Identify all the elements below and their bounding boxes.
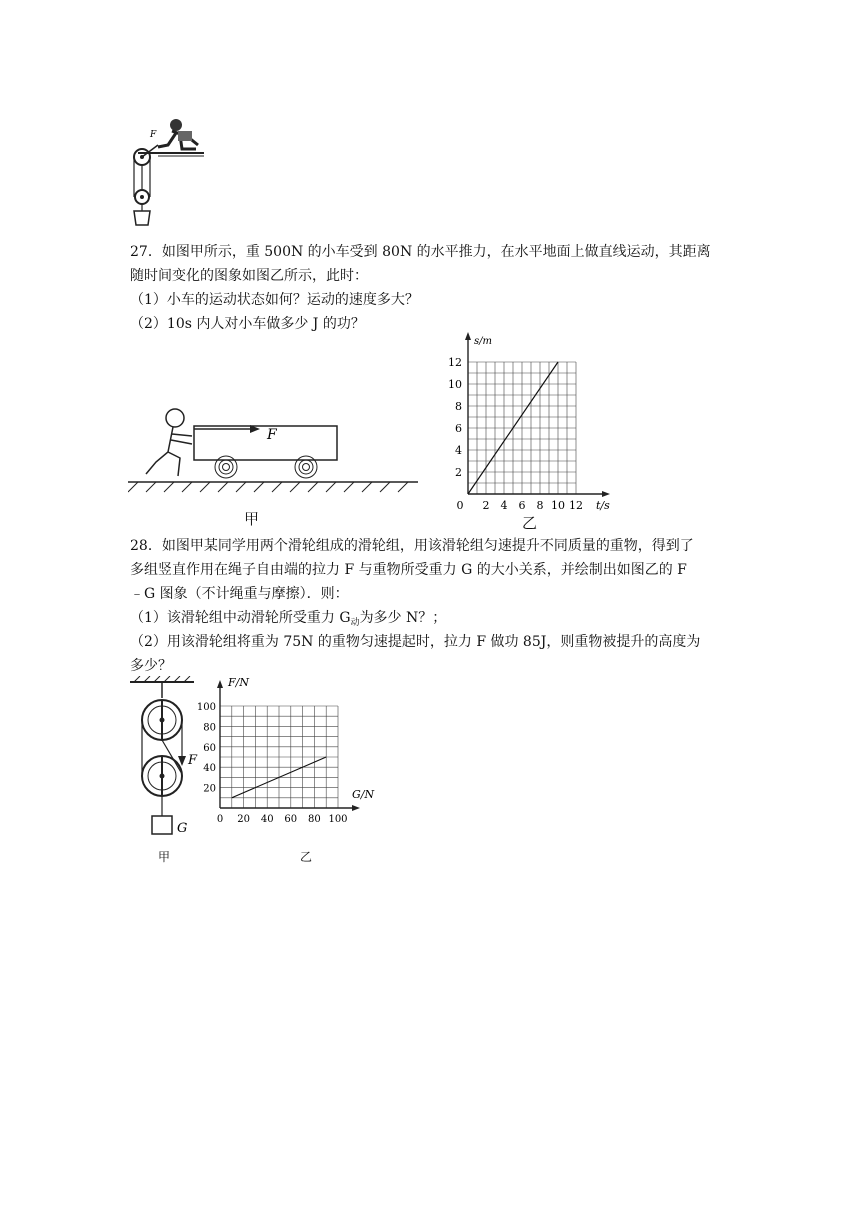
x-tick-label: 20 xyxy=(237,814,250,825)
q28-subquestion-2-line2: 多少？ xyxy=(130,658,172,674)
q28-stem-line1: 28．如图甲某同学用两个滑轮组成的滑轮组，用该滑轮组匀速提升不同质量的重物，得到了 xyxy=(130,538,694,554)
y-tick-label: 40 xyxy=(203,763,216,775)
y-axis-label: F/N xyxy=(228,676,249,689)
q28-sub1-tail: 为多少 N？； xyxy=(359,610,447,626)
q28-stem-line2: 多组竖直作用在绳子自由端的拉力 F 与重物所受重力 G 的大小关系，并绘制出如图乙的 F xyxy=(130,562,687,578)
q28-subquestion-2-line1: （2）用该滑轮组将重为 75N 的重物匀速提起时，拉力 F 做功 85J，则重物被提升的高度为 xyxy=(130,634,701,650)
x-tick-label: 60 xyxy=(284,814,298,825)
q28-figure-b-caption: 乙 xyxy=(300,850,313,864)
y-axis-label: s/m xyxy=(474,336,492,347)
x-axis-arrow xyxy=(352,805,360,811)
q28-stem-line3: ﹣G 图象（不计绳重与摩擦）．则： xyxy=(130,586,349,602)
x-axis-label: t/s xyxy=(596,499,610,512)
q28-subquestion-1 xyxy=(130,608,446,633)
y-tick-label: 60 xyxy=(203,742,216,754)
x-tick-label: 2 xyxy=(482,499,490,512)
x-axis-arrow xyxy=(602,491,610,497)
y-tick-label: 6 xyxy=(455,422,462,435)
q28-figure-a-caption: 甲 xyxy=(158,850,171,864)
y-axis-arrow xyxy=(465,332,471,340)
pulley-weight-label: G xyxy=(177,821,188,836)
x-tick-label: 40 xyxy=(260,814,274,825)
force-weight-chart xyxy=(196,672,386,842)
x-tick-label: 6 xyxy=(518,499,526,512)
q28-sub1-subscript: 动 xyxy=(350,618,360,628)
x-tick-label: 10 xyxy=(551,499,565,512)
q27-subquestion-2: （2）10s 内人对小车做多少 J 的功？ xyxy=(130,316,365,332)
y-tick-label: 20 xyxy=(203,783,216,795)
q27-stem-line2: 随时间变化的图象如图乙所示，此时： xyxy=(130,268,368,284)
pulley-worker-figure xyxy=(128,115,208,230)
q27-stem-line1: 27．如图甲所示，重 500N 的小车受到 80N 的水平推力，在水平地面上做直线运动，其距离 xyxy=(130,244,711,260)
q28-sub1-text: （1）该滑轮组中动滑轮所受重力 G xyxy=(130,610,351,626)
distance-time-chart xyxy=(430,332,620,512)
x-tick-label: 8 xyxy=(536,499,544,512)
y-tick-label: 2 xyxy=(455,466,462,479)
x-axis-label: G/N xyxy=(352,788,375,801)
cart-force-label: F xyxy=(267,427,277,443)
x-tick-label: 4 xyxy=(500,499,508,512)
svg-text:F: F xyxy=(150,130,157,140)
q27-subquestion-1: （1）小车的运动状态如何？运动的速度多大？ xyxy=(130,292,419,308)
cart-push-figure xyxy=(128,400,428,500)
origin-label: 0 xyxy=(456,499,464,512)
y-tick-label: 100 xyxy=(196,702,216,713)
x-tick-label: 80 xyxy=(308,814,321,825)
y-tick-label: 80 xyxy=(203,722,216,734)
pulley-force-label: F xyxy=(188,753,198,768)
y-tick-label: 10 xyxy=(448,378,462,391)
x-tick-label: 12 xyxy=(569,499,583,512)
q27-figure-b-caption: 乙 xyxy=(522,514,538,532)
y-tick-label: 4 xyxy=(455,444,462,457)
q27-figure-a-caption: 甲 xyxy=(244,510,260,528)
y-axis-arrow xyxy=(217,680,223,688)
y-tick-label: 8 xyxy=(455,400,462,413)
x-tick-label: 100 xyxy=(328,814,348,825)
x-tick-label: 0 xyxy=(216,814,224,825)
y-tick-label: 12 xyxy=(448,356,462,369)
